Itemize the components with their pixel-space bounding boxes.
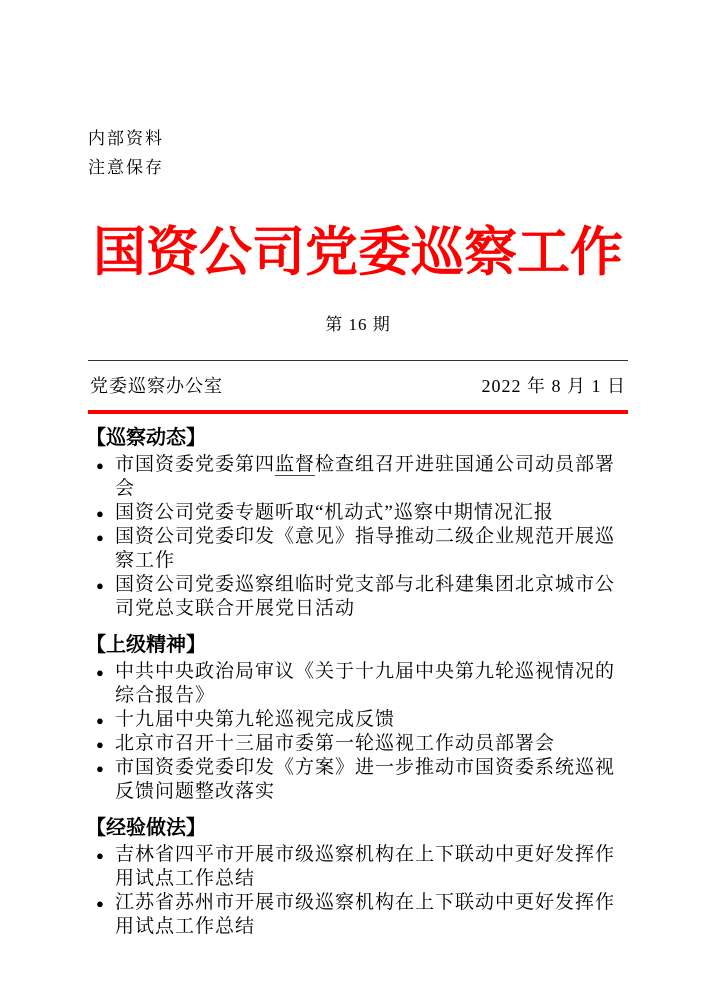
section-item-list bbox=[96, 843, 628, 939]
list-item-text: 国资公司党委印发《意见》指导推动二级企业规范开展巡察工作 bbox=[115, 526, 616, 571]
document-page bbox=[88, 0, 628, 939]
list-item-text: 吉林省四平市开展市级巡察机构在上下联动中更好发挥作用试点工作总结 bbox=[115, 844, 616, 889]
classification-line-1: 内部资料 bbox=[88, 129, 164, 148]
list-item bbox=[96, 756, 628, 804]
list-item bbox=[96, 453, 628, 501]
list-item-text: 北京市召开十三届市委第一轮巡视工作动员部署会 bbox=[115, 733, 556, 754]
list-item-text: 国资公司党委专题听取“机动式”巡察中期情况汇报 bbox=[115, 502, 554, 523]
masthead bbox=[88, 360, 628, 414]
list-item bbox=[96, 573, 628, 621]
bullet-icon: ● bbox=[96, 665, 104, 680]
list-item bbox=[96, 891, 628, 939]
section-heading: 【巡察动态】 bbox=[86, 427, 206, 449]
section-item-list bbox=[96, 660, 628, 804]
bullet-icon: ● bbox=[96, 458, 104, 473]
bullet-icon: ● bbox=[96, 578, 104, 593]
classification-notice bbox=[88, 0, 628, 182]
issue-number: 第 16 期 bbox=[325, 315, 391, 334]
list-item-text-underlined: 监督 bbox=[275, 454, 316, 475]
bullet-icon: ● bbox=[96, 761, 104, 776]
bullet-icon: ● bbox=[96, 848, 104, 863]
bullet-icon: ● bbox=[96, 896, 104, 911]
issuing-office: 党委巡察办公室 bbox=[90, 376, 223, 396]
bullet-icon: ● bbox=[96, 713, 104, 728]
section-heading: 【上级精神】 bbox=[86, 634, 206, 656]
bullet-icon: ● bbox=[96, 506, 104, 521]
bullet-icon: ● bbox=[96, 737, 104, 752]
list-item-text-post: 检查组召开进驻国通公司动员部署会 bbox=[115, 454, 616, 499]
section-heading: 【经验做法】 bbox=[86, 817, 206, 839]
list-item-text: 市国资委党委印发《方案》进一步推动市国资委系统巡视反馈问题整改落实 bbox=[115, 757, 616, 802]
list-item bbox=[96, 708, 628, 732]
list-item-text: 国资公司党委巡察组临时党支部与北科建集团北京城市公司党总支联合开展党日活动 bbox=[115, 574, 616, 619]
section-superior-spirit bbox=[88, 633, 628, 804]
list-item bbox=[96, 732, 628, 756]
list-item bbox=[96, 843, 628, 891]
list-item-text bbox=[115, 454, 615, 499]
list-item-text: 十九届中央第九轮巡视完成反馈 bbox=[115, 709, 396, 730]
publish-date: 2022 年 8 月 1 日 bbox=[481, 376, 626, 396]
list-item-text: 中共中央政治局审议《关于十九届中央第九轮巡视情况的综合报告》 bbox=[115, 661, 616, 706]
list-item bbox=[96, 525, 628, 573]
list-item bbox=[96, 660, 628, 708]
list-item-text-pre: 市国资委党委第四 bbox=[115, 454, 276, 475]
classification-line-2: 注意保存 bbox=[88, 158, 164, 177]
list-item bbox=[96, 501, 628, 525]
list-item-text: 江苏省苏州市开展市级巡察机构在上下联动中更好发挥作用试点工作总结 bbox=[115, 892, 616, 937]
bulletin-title: 国资公司党委巡察工作 bbox=[93, 224, 623, 282]
masthead-red-rule bbox=[88, 410, 628, 414]
section-item-list bbox=[96, 453, 628, 621]
section-experience-practices bbox=[88, 816, 628, 939]
bullet-icon: ● bbox=[96, 530, 104, 545]
section-inspection-updates bbox=[88, 426, 628, 621]
